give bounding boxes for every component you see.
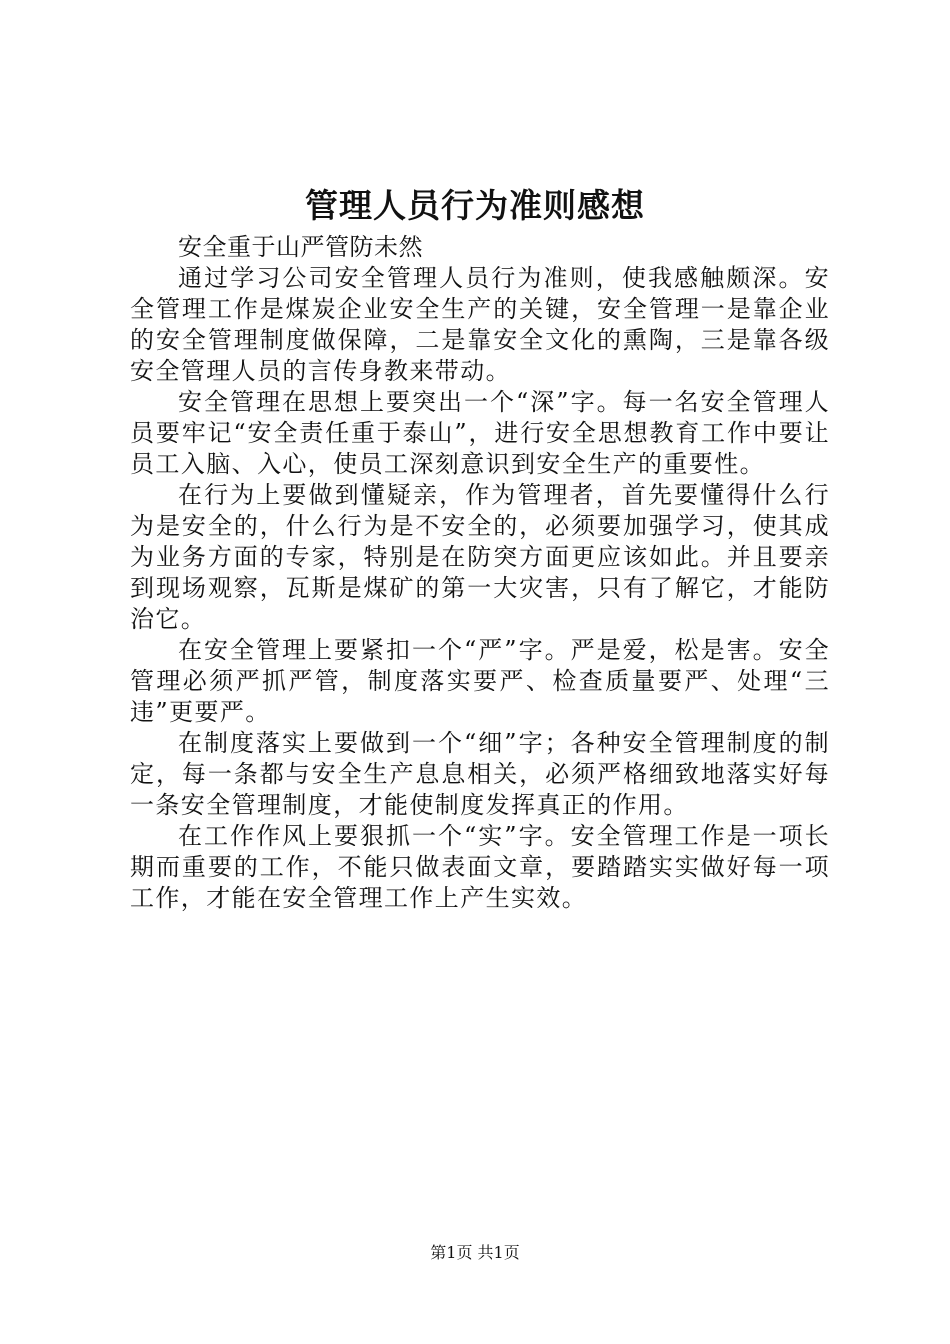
page-number-footer: 第1页 共1页 [430, 1243, 520, 1262]
paragraph-behavior: 在行为上要做到懂疑亲，作为管理者，首先要懂得什么行为是安全的，什么行为是不安全的，必须要加强学习，使其成为业务方面的专家，特别是在防突方面更应该如此。并且要亲到现场观察，瓦斯是煤矿的第一大灾害，只有了解它，才能防治它。 [130, 481, 830, 633]
paragraph-detail: 在制度落实上要做到一个“细”字；各种安全管理制度的制定，每一条都与安全生产息息相关，必须严格细致地落实好每一条安全管理制度，才能使制度发挥真正的作用。 [130, 729, 830, 819]
paragraph-thinking: 安全管理在思想上要突出一个“深”字。每一名安全管理人员要牢记“安全责任重于泰山”，进行安全思想教育工作中要让员工入脑、入心，使员工深刻意识到安全生产的重要性。 [130, 388, 830, 478]
document-body [130, 232, 830, 914]
paragraph-strict: 在安全管理上要紧扣一个“严”字。严是爱，松是害。安全管理必须严抓严管，制度落实要严、检查质量要严、处理“三违”更要严。 [130, 636, 830, 726]
paragraph-practical: 在工作作风上要狠抓一个“实”字。安全管理工作是一项长期而重要的工作，不能只做表面文章，要踏踏实实做好每一项工作，才能在安全管理工作上产生实效。 [130, 822, 830, 912]
document-subtitle: 安全重于山严管防未然 [178, 233, 423, 261]
page-title: 管理人员行为准则感想 [305, 186, 645, 225]
paragraph-intro: 通过学习公司安全管理人员行为准则，使我感触颇深。安全管理工作是煤炭企业安全生产的关键，安全管理一是靠企业的安全管理制度做保障，二是靠安全文化的熏陶，三是靠各级安全管理人员的言传身教来带动。 [130, 264, 830, 385]
